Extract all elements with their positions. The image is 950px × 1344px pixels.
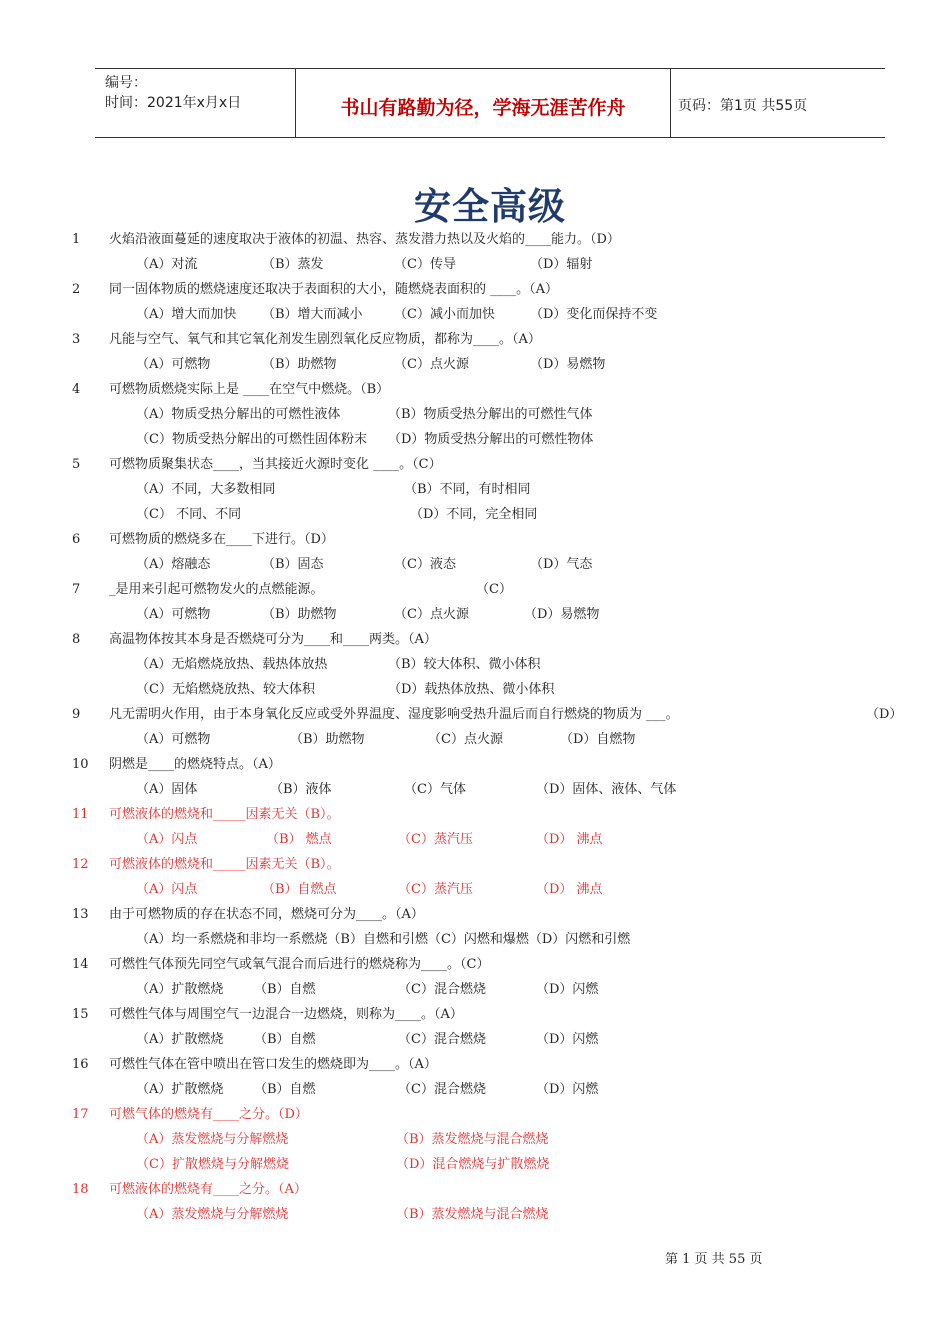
option: （C）混合燃烧 xyxy=(398,982,486,997)
option: （A）可燃物 xyxy=(136,607,211,622)
option: （D）闪燃 xyxy=(536,982,599,997)
question-text: 火焰沿液面蔓延的速度取决于液体的初温、热容、蒸发潜力热以及火焰的____能力。（D） xyxy=(109,232,620,247)
option: （B）助燃物 xyxy=(262,357,337,372)
option: （C）减小而加快 xyxy=(394,307,495,322)
option: （A）可燃物 xyxy=(136,732,211,747)
question-number: 8 xyxy=(72,632,81,647)
header-info-cell xyxy=(95,69,295,137)
option: （A）扩散燃烧 xyxy=(136,982,224,997)
option: （D）自燃物 xyxy=(560,732,636,747)
option: （A）物质受热分解出的可燃性液体 xyxy=(136,407,341,422)
question-text: 高温物体按其本身是否燃烧可分为____和____两类。（A） xyxy=(109,632,437,647)
option: （B）自燃点 xyxy=(262,882,337,897)
question-number: 15 xyxy=(72,1007,89,1022)
option: （C）蒸汽压 xyxy=(398,832,473,847)
question-text: 凡能与空气、氧气和其它氧化剂发生剧烈氧化反应物质，都称为____。（A） xyxy=(109,332,541,347)
question-number: 17 xyxy=(72,1107,89,1122)
option: （A）熔融态 xyxy=(136,557,211,572)
option: （D）辐射 xyxy=(530,257,593,272)
question-answer: （C） xyxy=(476,582,512,597)
code-label: 编号： xyxy=(105,75,147,91)
question-text: 可燃性气体与周围空气一边混合一边燃烧，则称为____。（A） xyxy=(109,1007,463,1022)
option: （A）不同，大多数相同 xyxy=(136,482,276,497)
option: （C）点火源 xyxy=(394,607,469,622)
option: （C）气体 xyxy=(404,782,466,797)
option: （B）增大而减小 xyxy=(262,307,363,322)
option: （B） 燃点 xyxy=(266,832,332,847)
option: （C）点火源 xyxy=(428,732,503,747)
question-text: 同一固体物质的燃烧速度还取决于表面积的大小，随燃烧表面积的 ____。（A） xyxy=(109,282,559,297)
option: （C）蒸汽压 xyxy=(398,882,473,897)
question-text: 可燃液体的燃烧有____之分。（A） xyxy=(109,1182,307,1197)
question-number: 7 xyxy=(72,582,81,597)
option: （C）混合燃烧 xyxy=(398,1082,486,1097)
question-number: 13 xyxy=(72,907,89,922)
option: （A）可燃物 xyxy=(136,357,211,372)
option: （B）不同，有时相同 xyxy=(404,482,531,497)
question-number: 5 xyxy=(72,457,81,472)
question-text: 可燃性气体在管中喷出在管口发生的燃烧即为____。（A） xyxy=(109,1057,437,1072)
question-number: 18 xyxy=(72,1182,89,1197)
option: （D）易燃物 xyxy=(530,357,606,372)
option: （B）蒸发燃烧与混合燃烧 xyxy=(396,1207,549,1222)
option: （D）物质受热分解出的可燃性物体 xyxy=(388,432,594,447)
option: （B）自燃 xyxy=(254,1032,316,1047)
question-text: 由于可燃物质的存在状态不同，燃烧可分为____。（A） xyxy=(109,907,424,922)
option: （C） 不同、不同 xyxy=(136,507,242,522)
question-number: 3 xyxy=(72,332,81,347)
option: （C）混合燃烧 xyxy=(398,1032,486,1047)
question-number: 12 xyxy=(72,857,89,872)
option: （A）均一系燃烧和非均一系燃烧（B）自燃和引燃（C）闪燃和爆燃（D）闪燃和引燃 xyxy=(136,932,631,947)
header-page-cell xyxy=(670,69,885,137)
option: （A）闪点 xyxy=(136,832,198,847)
option: （C）无焰燃烧放热、较大体积 xyxy=(136,682,315,697)
option: （B）自燃 xyxy=(254,1082,316,1097)
option: （D）载热体放热、微小体积 xyxy=(388,682,555,697)
option: （D） 沸点 xyxy=(536,832,603,847)
option: （A）扩散燃烧 xyxy=(136,1032,224,1047)
option: （D） 沸点 xyxy=(536,882,603,897)
question-text: 可燃物质的燃烧多在____下进行。（D） xyxy=(109,532,334,547)
question-text: 可燃气体的燃烧有____之分。（D） xyxy=(109,1107,308,1122)
option: （D）不同，完全相同 xyxy=(410,507,538,522)
date-label: 时间：2021年x月x日 xyxy=(105,95,242,111)
question-number: 11 xyxy=(72,807,89,822)
option: （A）闪点 xyxy=(136,882,198,897)
question-text: _是用来引起可燃物发火的点燃能源。 xyxy=(109,582,324,597)
option: （B）物质受热分解出的可燃性气体 xyxy=(388,407,593,422)
option: （D）混合燃烧与扩散燃烧 xyxy=(396,1157,550,1172)
question-number: 9 xyxy=(72,707,81,722)
header-motto-cell xyxy=(295,69,671,137)
question-number: 4 xyxy=(72,382,81,397)
option: （D）闪燃 xyxy=(536,1082,599,1097)
option: （B）蒸发燃烧与混合燃烧 xyxy=(396,1132,549,1147)
question-text: 阴燃是____的燃烧特点。（A） xyxy=(109,757,281,772)
option: （B）较大体积、微小体积 xyxy=(388,657,541,672)
question-number: 2 xyxy=(72,282,81,297)
question-number: 6 xyxy=(72,532,81,547)
option: （C）传导 xyxy=(394,257,456,272)
question-text: 可燃液体的燃烧和_____因素无关（B）。 xyxy=(109,807,340,822)
option: （C）液态 xyxy=(394,557,456,572)
option: （B）固态 xyxy=(262,557,324,572)
option: （A）无焰燃烧放热、载热体放热 xyxy=(136,657,328,672)
option: （A）蒸发燃烧与分解燃烧 xyxy=(136,1207,289,1222)
question-text: 可燃物质燃烧实际上是 ____在空气中燃烧。（B） xyxy=(109,382,390,397)
question-answer: （D） xyxy=(866,707,903,722)
motto: 书山有路勤为径，学海无涯苦作舟 xyxy=(340,97,626,119)
option: （D）气态 xyxy=(530,557,593,572)
option: （B）助燃物 xyxy=(262,607,337,622)
option: （D）闪燃 xyxy=(536,1032,599,1047)
option: （C）物质受热分解出的可燃性固体粉末 xyxy=(136,432,367,447)
option: （A）对流 xyxy=(136,257,198,272)
option: （D）变化而保持不变 xyxy=(530,307,658,322)
question-text: 可燃性气体预先同空气或氧气混合而后进行的燃烧称为____。（C） xyxy=(109,957,490,972)
option: （D）易燃物 xyxy=(524,607,600,622)
question-number: 1 xyxy=(72,232,81,247)
option: （A）增大而加快 xyxy=(136,307,237,322)
option: （B）液体 xyxy=(270,782,332,797)
option: （C）点火源 xyxy=(394,357,469,372)
question-number: 10 xyxy=(72,757,89,772)
option: （A）固体 xyxy=(136,782,198,797)
document-header xyxy=(95,68,885,138)
question-text: 可燃物质聚集状态____，当其接近火源时变化 ____。（C） xyxy=(109,457,442,472)
page-footer: 第 1 页 共 55 页 xyxy=(665,1252,763,1267)
option: （C）扩散燃烧与分解燃烧 xyxy=(136,1157,289,1172)
option: （A）扩散燃烧 xyxy=(136,1082,224,1097)
option: （B）蒸发 xyxy=(262,257,324,272)
option: （D）固体、液体、气体 xyxy=(536,782,677,797)
page-label: 页码：第1页 共55页 xyxy=(678,98,808,114)
option: （A）蒸发燃烧与分解燃烧 xyxy=(136,1132,289,1147)
question-number: 16 xyxy=(72,1057,89,1072)
option: （B）自燃 xyxy=(254,982,316,997)
question-text: 可燃液体的燃烧和_____因素无关（B）。 xyxy=(109,857,340,872)
question-text: 凡无需明火作用，由于本身氧化反应或受外界温度、湿度影响受热升温后而自行燃烧的物质为 ___。 xyxy=(109,707,679,722)
page-title: 安全高级 xyxy=(414,185,566,228)
option: （B）助燃物 xyxy=(290,732,365,747)
question-number: 14 xyxy=(72,957,89,972)
